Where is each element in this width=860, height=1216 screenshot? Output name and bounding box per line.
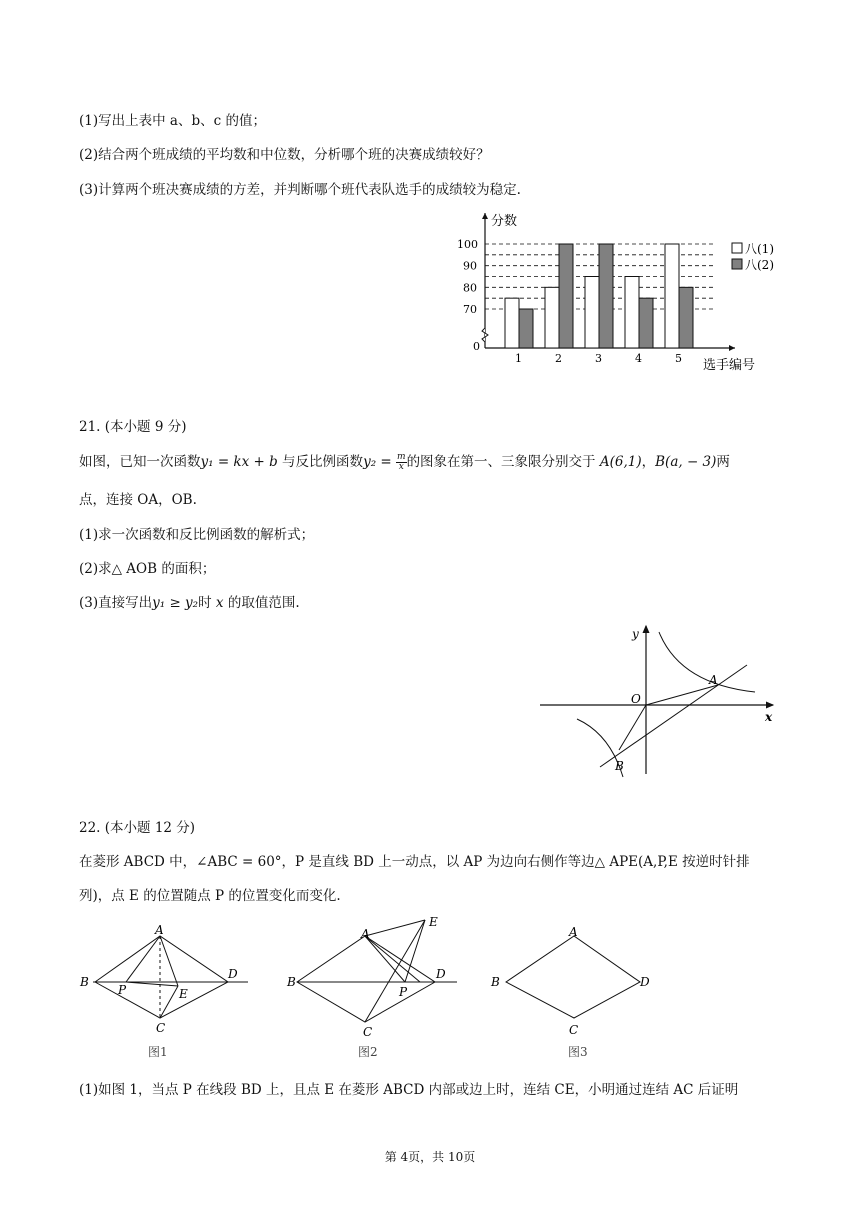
label-a: A [155, 923, 164, 937]
q21-sub3-part: 的取值范围. [223, 595, 300, 611]
label-p: P [118, 983, 127, 997]
label-d: D [436, 967, 446, 981]
q22-stem-line2: 列)，点 E 的位置随点 P 的位置变化而变化. [79, 888, 341, 904]
label-e: E [179, 987, 188, 1001]
hyperbola-branch-1 [659, 632, 755, 692]
q21-linear-function: y₁ = kx + b [200, 454, 278, 470]
x-axis-arrow [729, 345, 735, 351]
legend-swatch [732, 259, 742, 269]
q21-stem-part: 两 [716, 454, 730, 470]
bar-2-5 [679, 287, 693, 348]
label-c: C [363, 1025, 373, 1039]
y-tick-label: 80 [463, 281, 477, 295]
y-axis-label: 分数 [491, 214, 518, 229]
function-graph [535, 622, 785, 782]
label-p: P [399, 985, 408, 999]
segment-ap [126, 936, 160, 982]
figure-caption: 图2 [358, 1045, 378, 1059]
bar-1-4 [625, 277, 639, 349]
label-a: A [709, 673, 718, 687]
legend-label: 八(1) [745, 242, 774, 256]
bar-1-1 [505, 298, 519, 348]
figure-caption: 图3 [568, 1045, 588, 1059]
bar-2-2 [559, 244, 573, 348]
figure-1 [78, 922, 258, 1062]
label-d: D [228, 967, 238, 981]
q21-stem-part: 的图象在第一、三象限分别交于 [406, 454, 600, 470]
label-y: y [632, 627, 639, 641]
rhombus [95, 936, 228, 1018]
label-d: D [640, 975, 650, 989]
label-b: B [491, 975, 500, 989]
segment-ce [365, 920, 425, 1022]
x-tick-label: 4 [635, 352, 642, 365]
x-axis-label: 选手编号 [703, 358, 756, 373]
q21-point-b: B(a, − 3) [655, 454, 717, 470]
label-e: E [429, 915, 438, 929]
q21-fraction [396, 453, 407, 472]
segment-ap [365, 936, 405, 982]
q21-point-a: A(6,1) [599, 454, 642, 470]
figure-caption: 图1 [148, 1045, 168, 1059]
bar-2-3 [599, 244, 613, 348]
q20-sub2: (2)结合两个班成绩的平均数和中位数，分析哪个班的决赛成绩较好？ [79, 147, 490, 163]
label-c: C [156, 1021, 166, 1035]
q20-sub1: (1)写出上表中 a、b、c 的值； [79, 113, 266, 129]
x-tick-label: 5 [675, 352, 682, 365]
fraction-numerator: m [397, 452, 406, 462]
label-o: O [631, 692, 641, 706]
label-x: x [765, 710, 773, 724]
q21-sub3 [79, 594, 300, 612]
rhombus [506, 936, 640, 1018]
label-b: B [615, 759, 624, 773]
y-tick-label: 100 [457, 238, 478, 251]
bar-1-2 [545, 287, 559, 348]
q21-inequality: y₁ ≥ y₂ [152, 595, 199, 611]
y-tick-label: 70 [463, 303, 477, 316]
rhombus [297, 936, 435, 1022]
q22-sub1: (1)如图 1，当点 P 在线段 BD 上，且点 E 在菱形 ABCD 内部或边上时，连结 CE，小明通过连结 AC 后证明 [79, 1082, 739, 1098]
legend-swatch [732, 243, 742, 253]
label-b: B [80, 975, 89, 989]
label-b: B [287, 975, 296, 989]
bar-2-1 [519, 309, 533, 348]
y-tick-label: 0 [473, 340, 480, 353]
x-tick-label: 1 [515, 352, 522, 365]
segment-ae [160, 936, 178, 986]
bar-1-5 [665, 244, 679, 348]
y-axis-arrow [482, 213, 488, 219]
q21-stem-part: 如图，已知一次函数 [79, 454, 201, 470]
legend-label: 八(2) [745, 258, 774, 272]
figure-2 [285, 912, 475, 1062]
q21-sub2: (2)求△ AOB 的面积； [79, 561, 216, 577]
label-c: C [569, 1023, 579, 1037]
segment-oa [646, 685, 718, 705]
label-a: A [569, 925, 578, 939]
axis-break [482, 328, 488, 342]
q21-stem-line2: 点，连接 OA，OB. [79, 492, 197, 508]
q22-stem-line1: 在菱形 ABCD 中，∠ABC = 60°，P 是直线 BD 上一动点，以 AP 为边向右侧作等边△ APE(A,P,E 按逆时针排 [79, 854, 750, 870]
segment-pe [126, 982, 178, 986]
label-a: A [361, 927, 370, 941]
figure-3 [488, 922, 668, 1062]
q21-sub3-part: (3)直接写出 [79, 595, 153, 611]
q21-heading: 21. (本小题 9 分) [79, 419, 187, 435]
linear-function-line [600, 665, 747, 767]
page-footer: 第 4页，共 10页 [384, 1150, 476, 1164]
q21-inverse-function: y₂ = [363, 454, 392, 470]
score-bar-chart [445, 205, 785, 375]
q20-sub3: (3)计算两个班决赛成绩的方差，并判断哪个班代表队选手的成绩较为稳定. [79, 182, 521, 198]
fraction-denominator: x [398, 462, 404, 472]
x-tick-label: 3 [595, 352, 602, 365]
q21-stem-line1 [79, 453, 730, 472]
x-tick-label: 2 [555, 352, 562, 365]
segment-ob [619, 705, 646, 750]
q21-sub3-part: 时 [198, 595, 216, 611]
y-tick-label: 90 [463, 259, 477, 273]
q21-variable-x: x [215, 595, 224, 611]
q21-stem-part: ， [641, 454, 656, 470]
q21-sub1: (1)求一次函数和反比例函数的解析式； [79, 527, 315, 543]
q21-stem-part: 与反比例函数 [277, 454, 364, 470]
bar-1-3 [585, 277, 599, 349]
segment-ae [365, 920, 425, 936]
q22-heading: 22. (本小题 12 分) [79, 820, 196, 836]
segment-pe [405, 920, 425, 982]
bar-2-4 [639, 298, 653, 348]
